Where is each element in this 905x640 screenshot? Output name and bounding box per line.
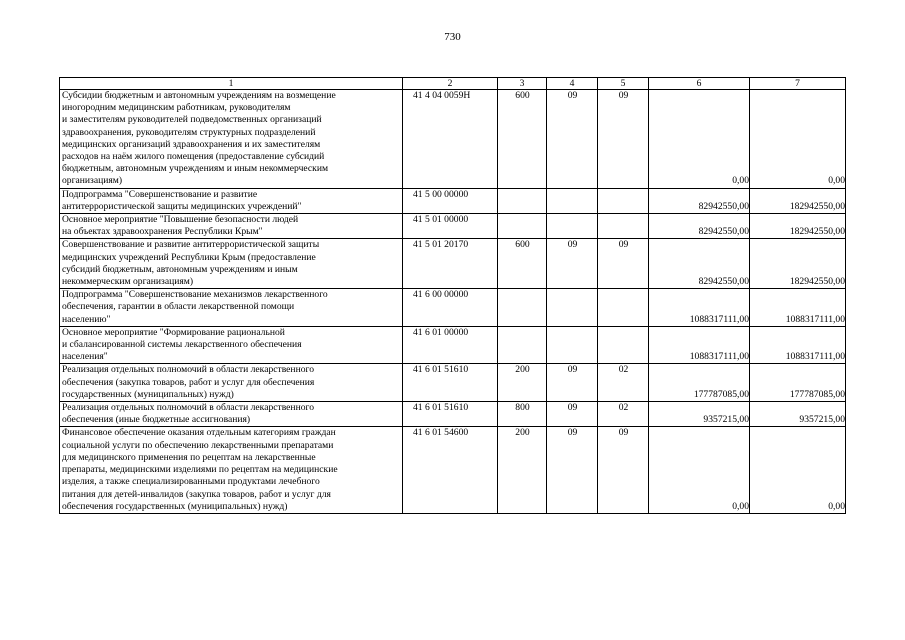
column-header: 1	[60, 78, 403, 90]
row-amount-col7: 1088317111,00	[750, 289, 846, 327]
column-header: 6	[649, 78, 750, 90]
table-row	[60, 188, 846, 213]
row-amount-col6: 0,00	[649, 427, 750, 513]
row-classification-code: 41 5 01 20170	[403, 239, 498, 289]
row-section	[547, 188, 598, 213]
row-expense-type: 600	[498, 90, 547, 189]
row-amount-col7: 182942550,00	[750, 214, 846, 239]
row-expense-type	[498, 188, 547, 213]
row-subsection	[598, 188, 649, 213]
row-description: Совершенствование и развитие антитеррористической защиты медицинских учреждений Республики Крым (предоставление субсидий бюджетным, автономным учреждениям и иным некоммерческим организациям)	[60, 239, 403, 289]
column-header: 7	[750, 78, 846, 90]
row-amount-col7: 0,00	[750, 427, 846, 513]
row-subsection: 02	[598, 364, 649, 402]
row-expense-type	[498, 214, 547, 239]
row-amount-col6: 1088317111,00	[649, 289, 750, 327]
row-description: Финансовое обеспечение оказания отдельным категориям граждан социальной услуги по обеспечению лекарственными препаратами для медицинского применения по рецептам на лекарственные препараты, медицинскими изделиями по рецептам на медицинские изделия, а также специализированными продуктами лечебного питания для детей-инвалидов (закупка товаров, работ и услуг для обеспечения государственных (муниципальных) нужд)	[60, 427, 403, 513]
row-classification-code: 41 5 00 00000	[403, 188, 498, 213]
table-body	[60, 90, 846, 514]
row-section	[547, 289, 598, 327]
row-subsection: 09	[598, 90, 649, 189]
row-section: 09	[547, 239, 598, 289]
row-description: Основное мероприятие "Формирование рациональной и сбалансированной системы лекарственного обеспечения населения"	[60, 326, 403, 364]
row-subsection: 09	[598, 239, 649, 289]
row-expense-type: 200	[498, 427, 547, 513]
row-section: 09	[547, 364, 598, 402]
row-subsection	[598, 289, 649, 327]
row-description: Реализация отдельных полномочий в области лекарственного обеспечения (закупка товаров, работ и услуг для обеспечения государственных (муниципальных) нужд)	[60, 364, 403, 402]
table-row	[60, 427, 846, 513]
row-description: Субсидии бюджетным и автономным учреждениям на возмещение иногородним медицинским работникам, руководителям и заместителям руководителей подведомственных организаций здравоохранения, руководителям структурных подразделений медицинских организаций здравоохранения и их заместителям расходов на наём жилого помещения (предоставление субсидий бюджетным, автономным учреждениям и иным некоммерческим организациям)	[60, 90, 403, 189]
row-subsection: 09	[598, 427, 649, 513]
table-row	[60, 364, 846, 402]
column-header: 2	[403, 78, 498, 90]
table-row	[60, 239, 846, 289]
row-expense-type	[498, 289, 547, 327]
row-subsection	[598, 214, 649, 239]
row-amount-col6: 1088317111,00	[649, 326, 750, 364]
row-amount-col7: 182942550,00	[750, 239, 846, 289]
table-row	[60, 402, 846, 427]
row-subsection	[598, 326, 649, 364]
row-amount-col6: 82942550,00	[649, 239, 750, 289]
budget-table	[59, 77, 846, 514]
row-expense-type: 800	[498, 402, 547, 427]
row-expense-type	[498, 326, 547, 364]
column-header: 5	[598, 78, 649, 90]
row-description: Реализация отдельных полномочий в области лекарственного обеспечения (иные бюджетные ассигнования)	[60, 402, 403, 427]
row-section	[547, 326, 598, 364]
row-classification-code: 41 6 01 00000	[403, 326, 498, 364]
row-expense-type: 600	[498, 239, 547, 289]
header-row	[60, 78, 846, 90]
row-classification-code: 41 6 00 00000	[403, 289, 498, 327]
row-amount-col7: 182942550,00	[750, 188, 846, 213]
row-description: Подпрограмма "Совершенствование механизмов лекарственного обеспечения, гарантии в области лекарственной помощи населению"	[60, 289, 403, 327]
row-section: 09	[547, 402, 598, 427]
row-amount-col7: 9357215,00	[750, 402, 846, 427]
row-amount-col6: 82942550,00	[649, 214, 750, 239]
row-classification-code: 41 5 01 00000	[403, 214, 498, 239]
row-classification-code: 41 4 04 0059Н	[403, 90, 498, 189]
row-amount-col7: 177787085,00	[750, 364, 846, 402]
row-classification-code: 41 6 01 51610	[403, 364, 498, 402]
table-row	[60, 326, 846, 364]
column-header: 4	[547, 78, 598, 90]
row-classification-code: 41 6 01 51610	[403, 402, 498, 427]
row-amount-col6: 177787085,00	[649, 364, 750, 402]
table-row	[60, 289, 846, 327]
row-amount-col6: 82942550,00	[649, 188, 750, 213]
page-number: 730	[444, 31, 461, 43]
row-expense-type: 200	[498, 364, 547, 402]
row-section: 09	[547, 427, 598, 513]
row-section	[547, 214, 598, 239]
table-row	[60, 214, 846, 239]
row-amount-col6: 9357215,00	[649, 402, 750, 427]
row-section: 09	[547, 90, 598, 189]
row-amount-col7: 0,00	[750, 90, 846, 189]
row-subsection: 02	[598, 402, 649, 427]
row-classification-code: 41 6 01 54600	[403, 427, 498, 513]
row-amount-col7: 1088317111,00	[750, 326, 846, 364]
row-amount-col6: 0,00	[649, 90, 750, 189]
table-row	[60, 90, 846, 189]
row-description: Подпрограмма "Совершенствование и развитие антитеррористической защиты медицинских учреждений"	[60, 188, 403, 213]
row-description: Основное мероприятие "Повышение безопасности людей на объектах здравоохранения Республики Крым"	[60, 214, 403, 239]
column-header: 3	[498, 78, 547, 90]
